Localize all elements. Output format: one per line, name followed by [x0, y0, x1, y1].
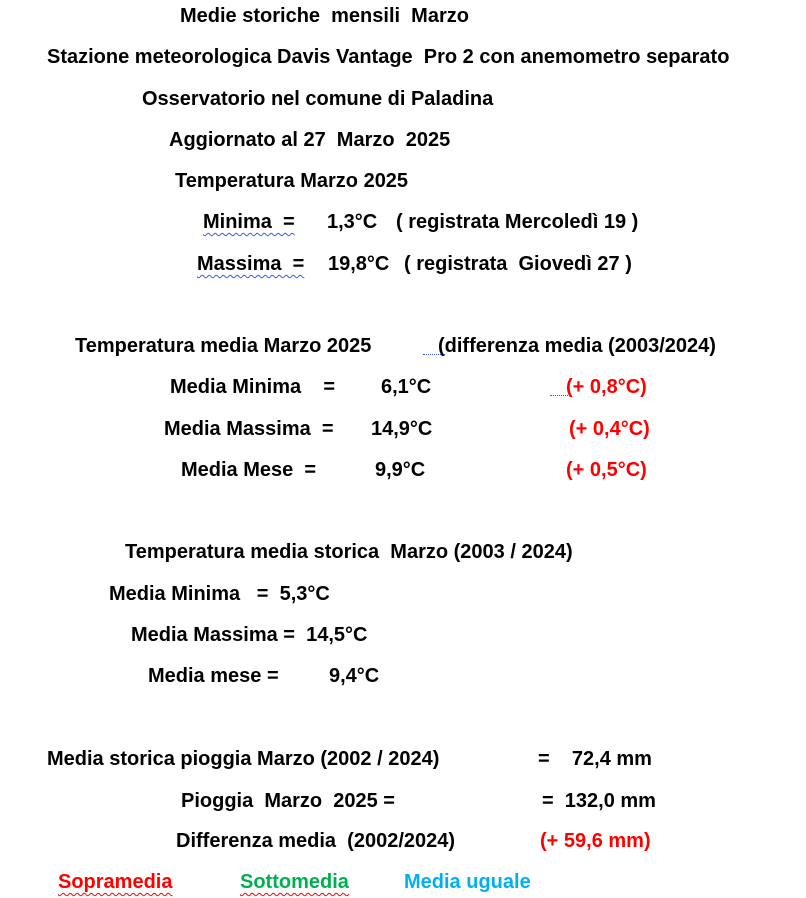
hist-month-value: 9,4°C	[329, 665, 380, 687]
hist-month-label: Media mese =	[148, 665, 279, 687]
avg-month-value: 9,9°C	[375, 459, 426, 481]
station-subtitle: Stazione meteorologica Davis Vantage Pro 2 con anemometro separato	[47, 46, 730, 68]
rain-hist-value: = 72,4 mm	[538, 748, 652, 770]
avg-min-label: Media Minima =	[170, 376, 336, 398]
temp-avg-heading: Temperatura media Marzo 2025	[75, 335, 372, 357]
legend-below-average: Sottomedia	[240, 871, 349, 893]
hist-min-line: Media Minima = 5,3°C	[109, 583, 330, 605]
avg-max-diff: (+ 0,4°C)	[569, 418, 650, 440]
rain-month-value: = 132,0 mm	[542, 790, 656, 812]
rain-hist-label: Media storica pioggia Marzo (2002 / 2024)	[47, 748, 440, 770]
rain-month-label: Pioggia Marzo 2025 =	[181, 790, 395, 812]
temp-min-value: 1,3°C	[327, 211, 378, 233]
avg-min-value: 6,1°C	[381, 376, 432, 398]
legend-above-average: Sopramedia	[58, 871, 173, 893]
temp-hist-heading: Temperatura media storica Marzo (2003 / 2024)	[125, 541, 573, 563]
temp-max-value: 19,8°C	[328, 253, 390, 275]
temp-avg-diff-heading: (differenza media (2003/2024)	[438, 335, 716, 357]
hist-max-line: Media Massima = 14,5°C	[131, 624, 368, 646]
updated-line: Aggiornato al 27 Marzo 2025	[169, 129, 451, 151]
avg-month-diff: (+ 0,5°C)	[566, 459, 647, 481]
legend-equal-average: Media uguale	[404, 871, 531, 893]
temp-max-note: ( registrata Giovedì 27 )	[404, 253, 632, 275]
observatory-line: Osservatorio nel comune di Paladina	[142, 88, 494, 110]
temp-month-heading: Temperatura Marzo 2025	[175, 170, 409, 192]
avg-month-label: Media Mese =	[181, 459, 317, 481]
temp-max-label: Massima =	[197, 253, 305, 275]
temp-min-label: Minima =	[203, 211, 295, 233]
page-title: Medie storiche mensili Marzo	[180, 5, 469, 27]
avg-max-value: 14,9°C	[371, 418, 433, 440]
rain-diff-value: (+ 59,6 mm)	[540, 830, 651, 852]
rain-diff-label: Differenza media (2002/2024)	[176, 830, 456, 852]
avg-min-diff: (+ 0,8°C)	[566, 376, 647, 398]
avg-max-label: Media Massima =	[164, 418, 334, 440]
temp-min-note: ( registrata Mercoledì 19 )	[396, 211, 639, 233]
